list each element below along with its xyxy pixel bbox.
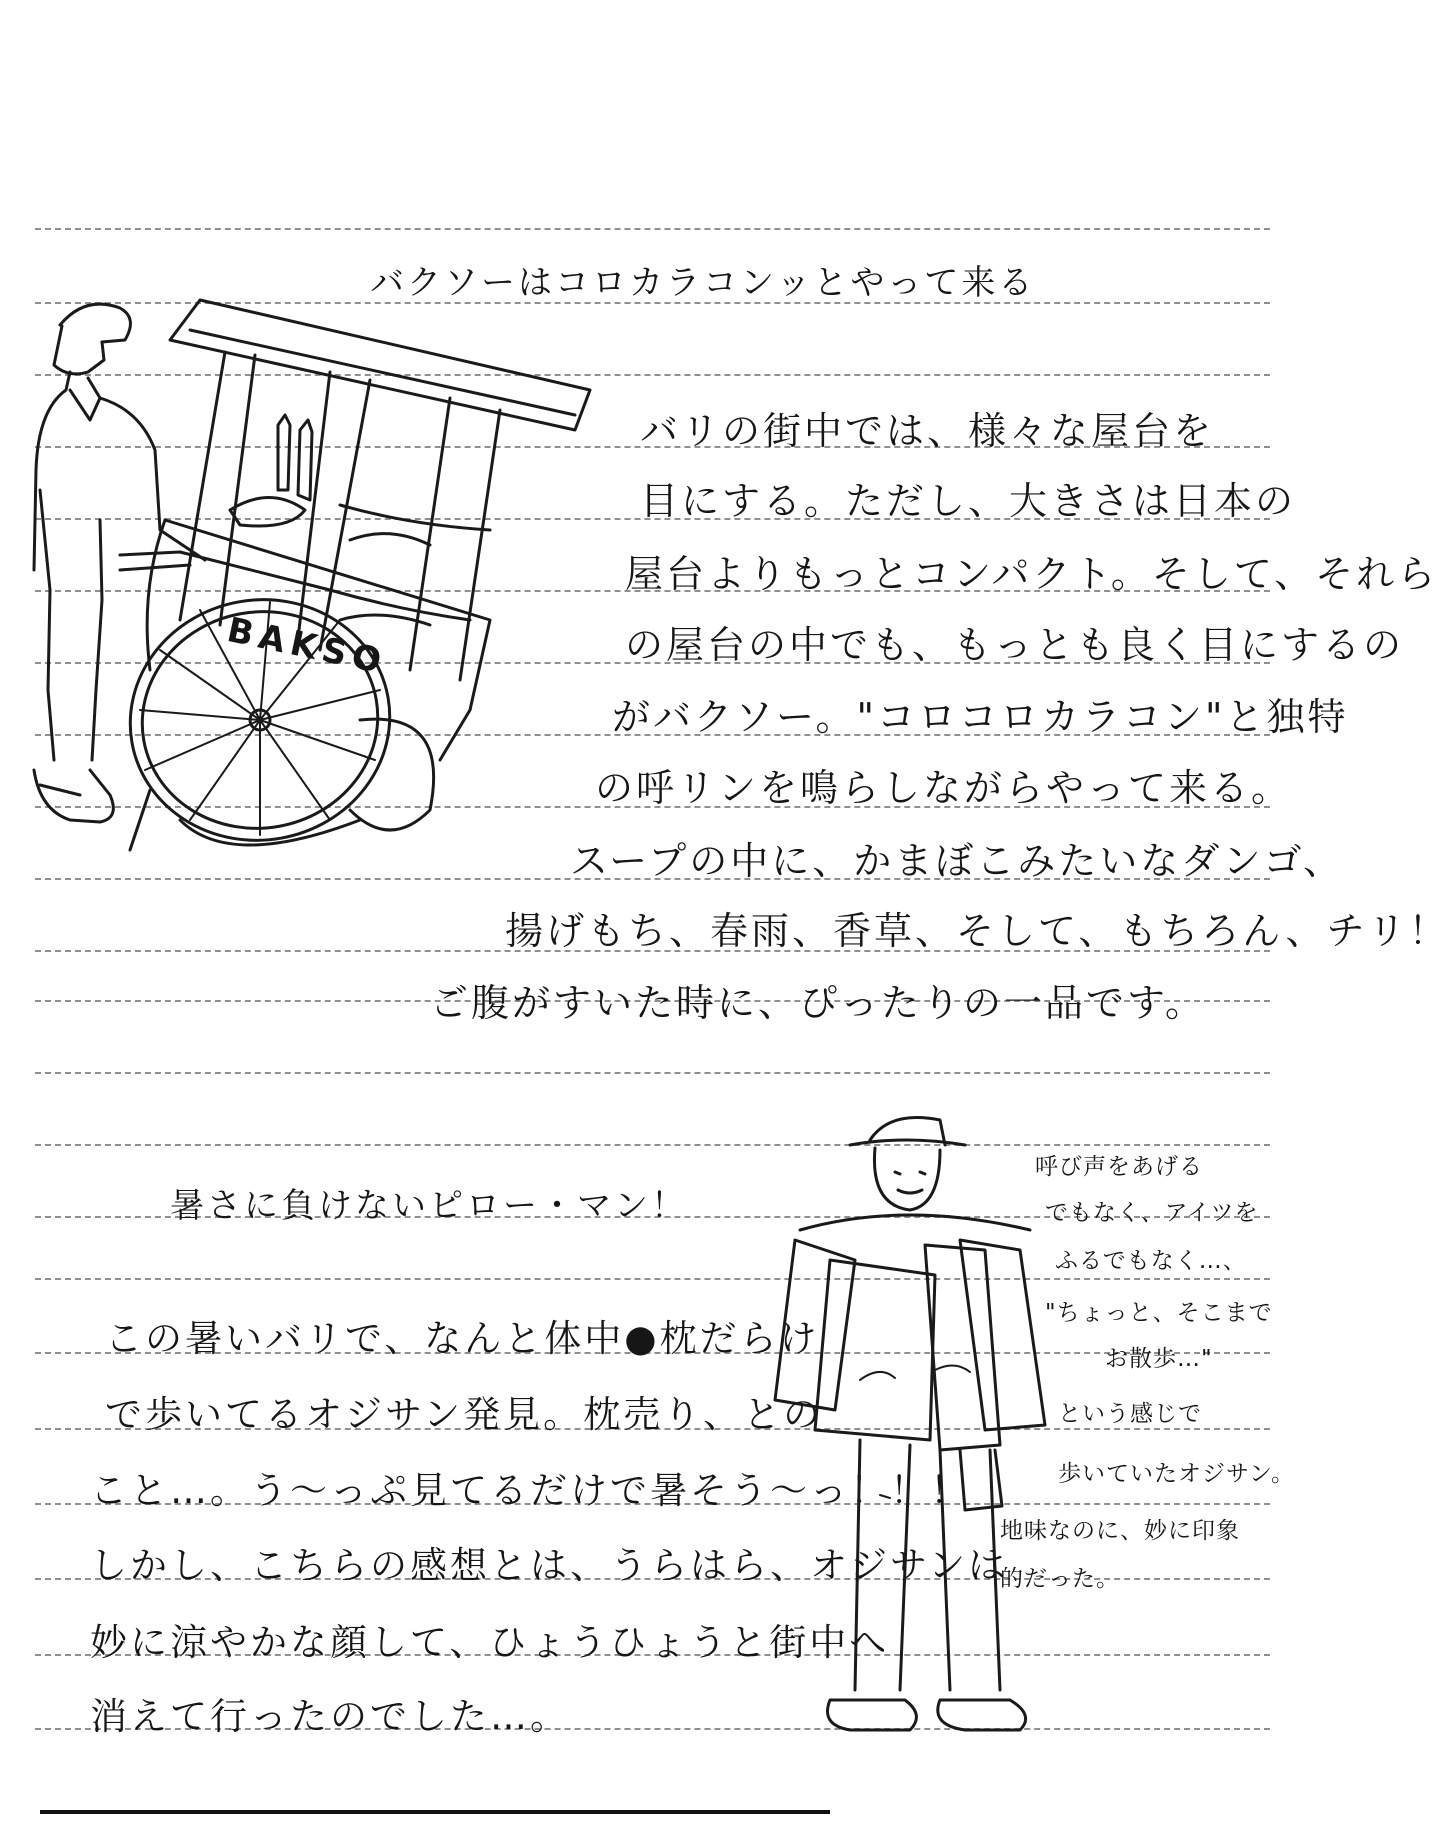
- section1-line: スープの中に、かまぼこみたいなダンゴ、: [570, 839, 1345, 883]
- side-note-line: "ちょっと、そこまで: [1045, 1300, 1273, 1326]
- section1-line: バリの街中では、様々な屋台を: [640, 409, 1215, 453]
- side-note-line: でもなく、アイツを: [1045, 1200, 1259, 1226]
- side-note-line: 歩いていたオジサン。: [1058, 1461, 1296, 1487]
- rule-line: [35, 1072, 1270, 1074]
- rule-line: [35, 1278, 1270, 1280]
- section1-line: がバクソー。"コロコロカラコン"と独特: [612, 695, 1349, 739]
- section2-line: こと…。う〜っぷ見てるだけで暑そう〜っ！！！: [90, 1469, 970, 1512]
- bottom-rule: [40, 1810, 830, 1814]
- side-note-line: 的だった。: [1000, 1566, 1120, 1592]
- side-note-line: お散歩…": [1105, 1346, 1213, 1372]
- side-note-line: ふるでもなく…、: [1055, 1248, 1247, 1274]
- rule-line: [35, 1144, 1270, 1146]
- side-note-line: 地味なのに、妙に印象: [1000, 1518, 1240, 1544]
- section1-line: 揚げもち、春雨、香草、そして、もちろん、チリ！: [505, 909, 1450, 953]
- section1-line: の呼リンを鳴らしながらやって来る。: [595, 766, 1293, 810]
- section2-line: しかし、こちらの感想とは、うらはら、オジサンは: [90, 1544, 1009, 1587]
- section1-title: バクソーはコロカラコンッとやって来る: [370, 263, 1036, 303]
- rule-line: [35, 228, 1270, 230]
- section1-line: 屋台よりもっとコンパクト。そして、それら: [625, 552, 1439, 596]
- section1-line: の屋台の中でも、もっとも良く目にするの: [625, 623, 1405, 667]
- section2-line: この暑いバリで、なんと体中●枕だらけ: [105, 1317, 820, 1360]
- side-note-line: 呼び声をあげる: [1035, 1154, 1203, 1180]
- section1-line: ご腹がすいた時に、ぴったりの一品です。: [430, 981, 1206, 1025]
- pillow-man-illustration: [740, 1110, 1080, 1770]
- cart-label: BAKSO: [223, 610, 391, 683]
- section2-line: 妙に涼やかな顔して、ひょうひょうと街中へ: [90, 1621, 890, 1664]
- section1-line: 目にする。ただし、大きさは日本の: [640, 479, 1297, 523]
- section2-line: で歩いてるオジサン発見。枕売り、との: [105, 1393, 824, 1436]
- section2-title: 暑さに負けないピロー・マン！: [170, 1186, 688, 1226]
- section2-line: 消えて行ったのでした…。: [90, 1695, 570, 1738]
- side-note-line: という感じで: [1058, 1401, 1202, 1427]
